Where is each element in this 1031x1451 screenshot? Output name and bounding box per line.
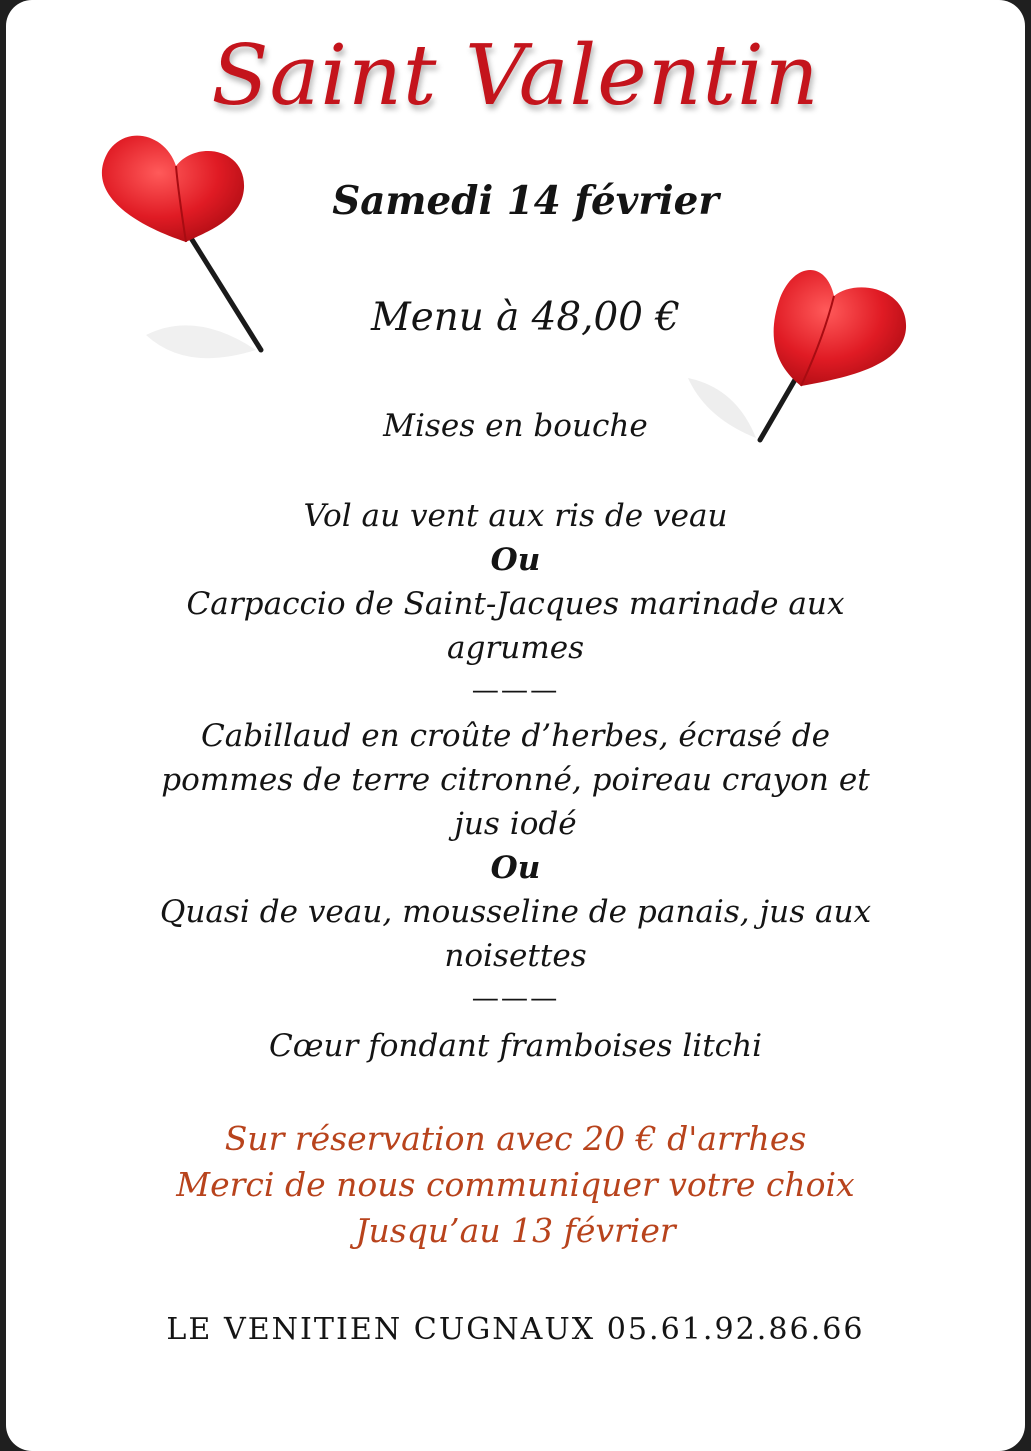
menu-or-1: Ou [490, 542, 541, 578]
menu-or-2: Ou [490, 850, 541, 886]
menu-amuse: Mises en bouche [383, 408, 648, 444]
menu-starter-1: Vol au vent aux ris de veau [303, 498, 728, 534]
menu-price: Menu à 48,00 € [370, 295, 681, 340]
menu-main-1-line-3: jus iodé [454, 806, 577, 842]
menu-separator-2: ——— [471, 983, 560, 1014]
menu-starter-2-line-1: Carpaccio de Saint-Jacques marinade aux [186, 586, 845, 622]
page-title: Saint Valentin [211, 26, 820, 124]
menu-separator-1: ——— [471, 675, 560, 706]
reservation-line-1: Sur réservation avec 20 € d'arrhes [224, 1119, 807, 1158]
reservation-line-2: Merci de nous communiquer votre choix [176, 1165, 855, 1204]
menu-main-2-line-1: Quasi de veau, mousseline de panais, jus aux [159, 894, 872, 930]
reservation-line-3: Jusqu’au 13 février [355, 1211, 676, 1250]
event-date: Samedi 14 février [332, 179, 719, 224]
menu-main-1-line-2: pommes de terre citronné, poireau crayon et [161, 762, 870, 798]
contact-info: LE VENITIEN CUGNAUX 05.61.92.86.66 [166, 1312, 865, 1347]
menu-starter-2-line-2: agrumes [446, 630, 585, 666]
menu-main-1-line-1: Cabillaud en croûte d’herbes, écrasé de [200, 718, 831, 754]
menu-flyer [6, 0, 1025, 1451]
menu-main-2-line-2: noisettes [444, 938, 587, 974]
menu-dessert: Cœur fondant framboises litchi [268, 1028, 763, 1064]
